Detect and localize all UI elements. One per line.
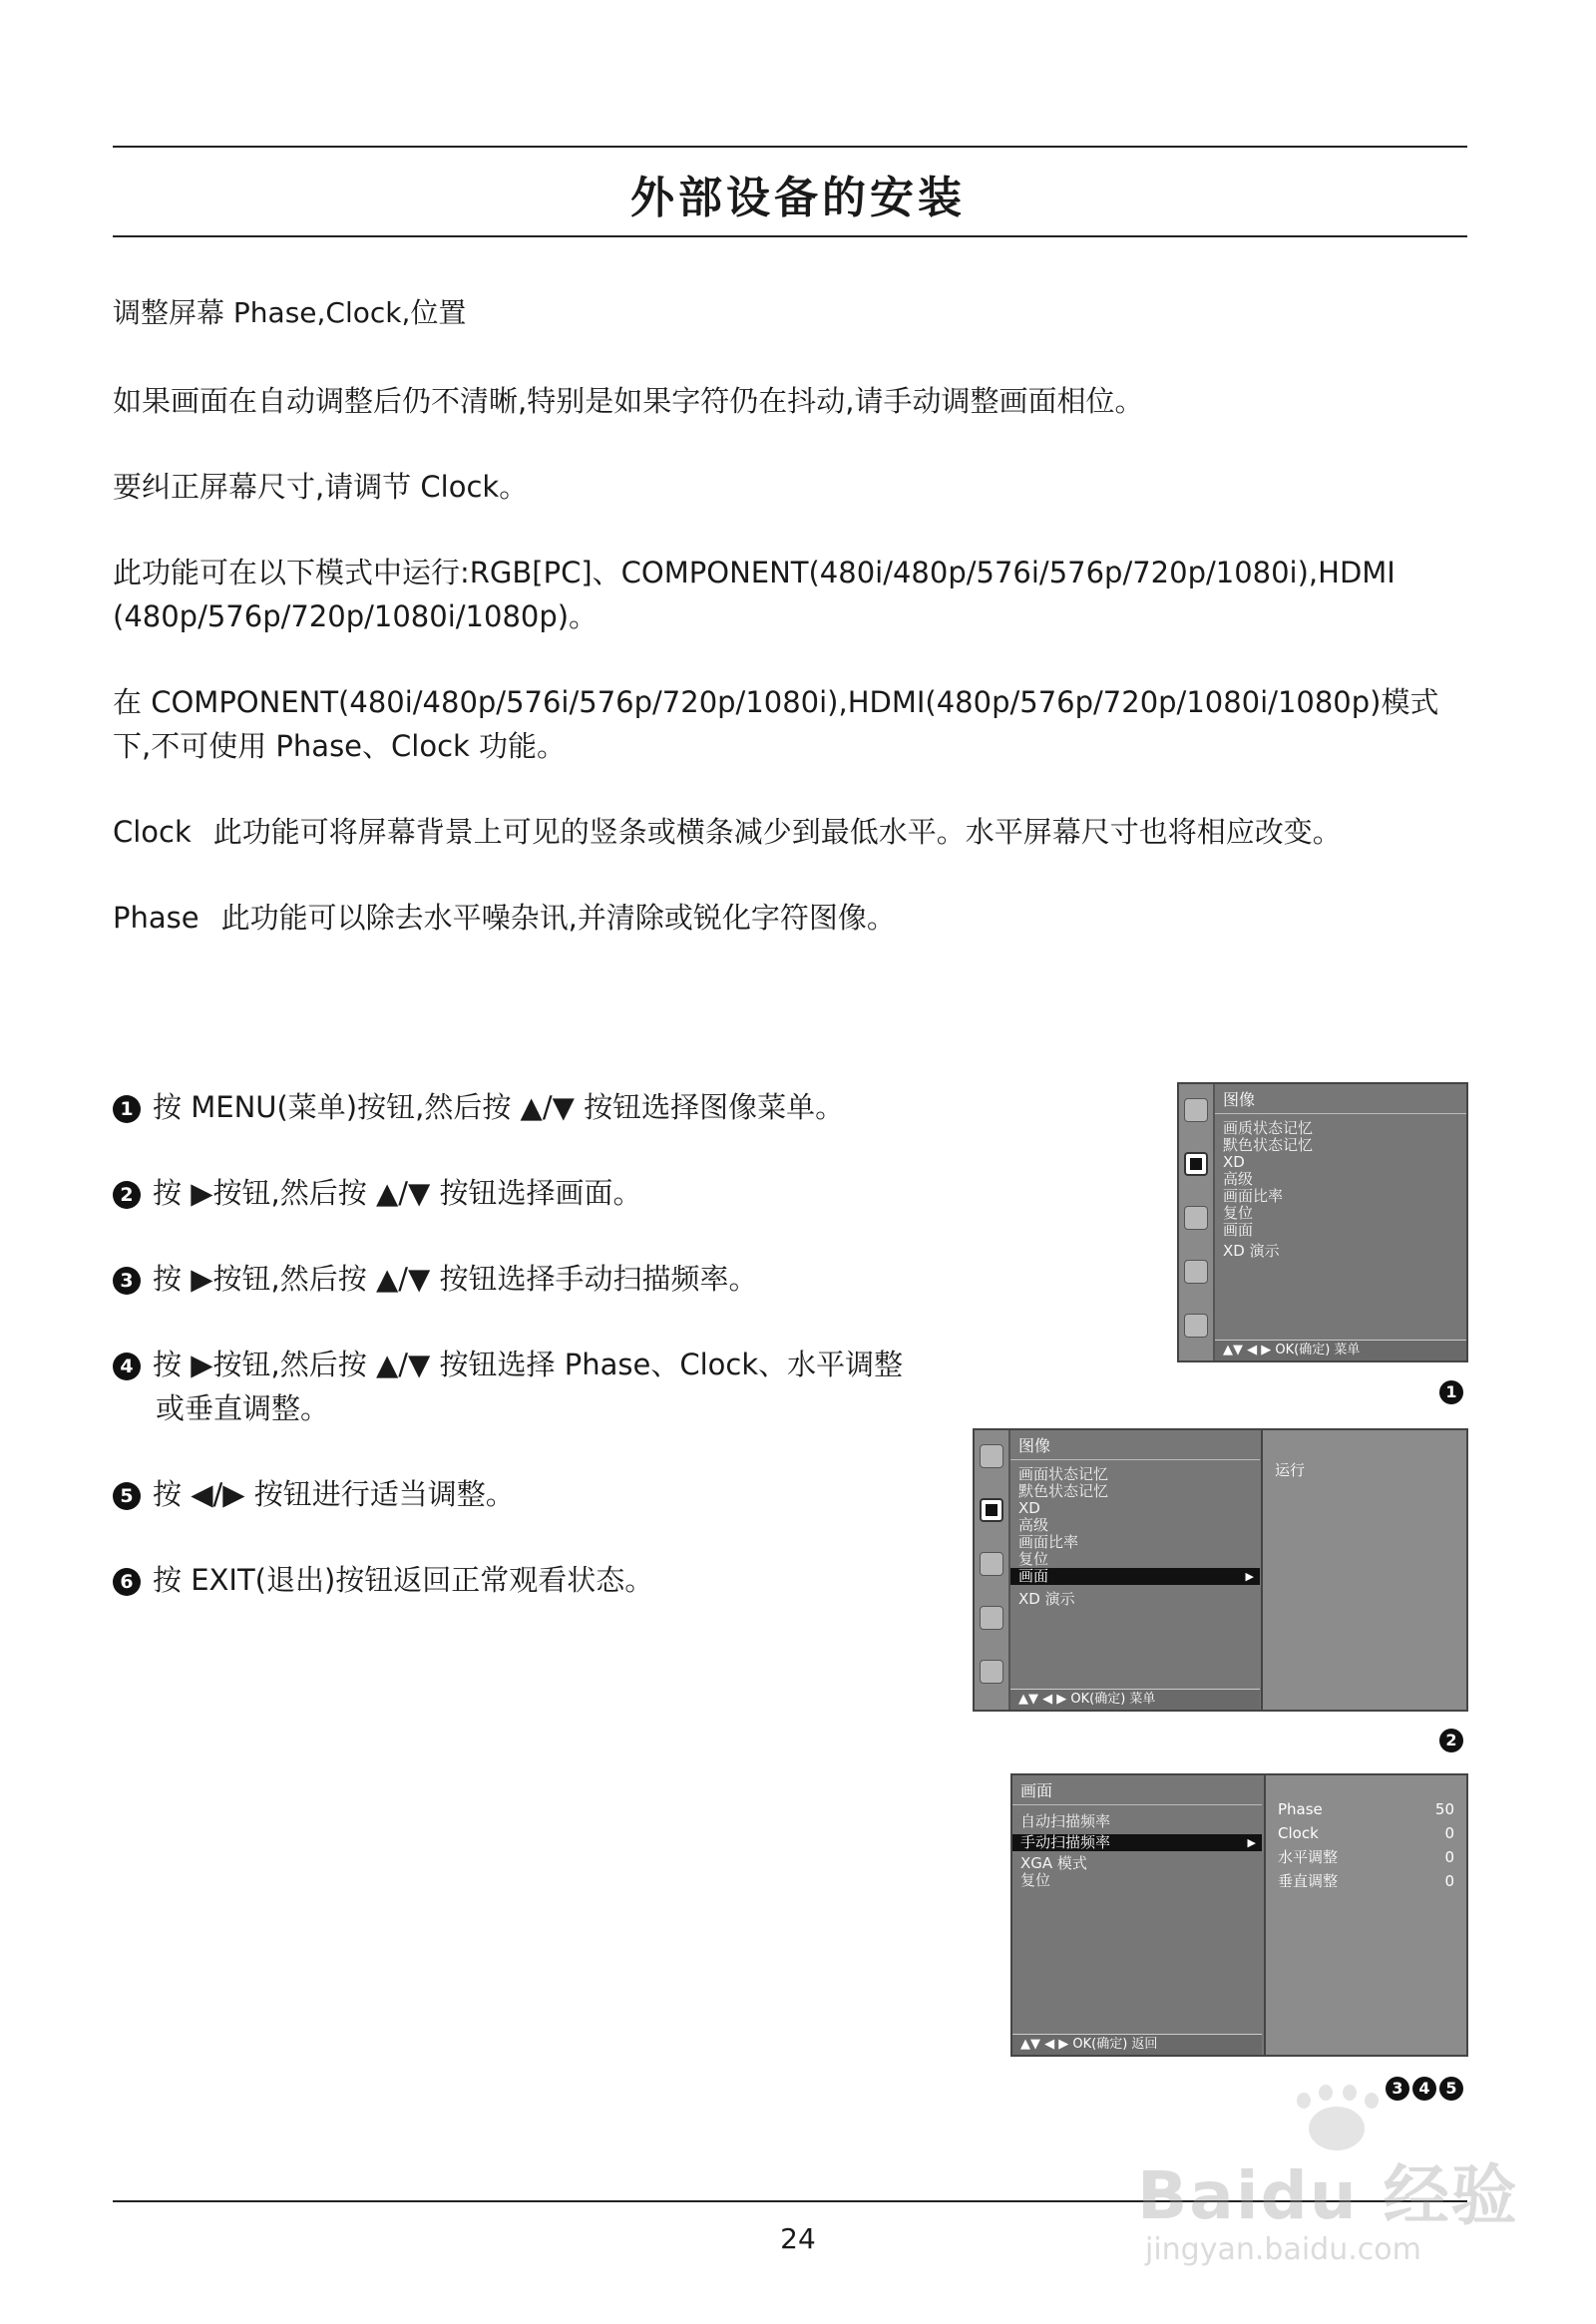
- osd-footer: ▲▼ ◀ ▶ OK(确定) 菜单: [1010, 1689, 1260, 1710]
- osd-screen-menu: [973, 1428, 1468, 1712]
- definition-clock: [113, 810, 1469, 854]
- step-text: 按 ▶按钮,然后按 ▲/▼ 按钮选择 Phase、Clock、水平调整: [153, 1348, 904, 1381]
- speaker-icon: [980, 1552, 1003, 1576]
- paw-icon: [1309, 2107, 1365, 2150]
- step-text: 按 ▶按钮,然后按 ▲/▼ 按钮选择画面。: [153, 1176, 642, 1210]
- osd-item[interactable]: 高级: [1223, 1170, 1254, 1188]
- figure-caption-2: [1436, 1727, 1463, 1752]
- step-number: 6: [113, 1568, 141, 1596]
- osd-item[interactable]: XGA 模式: [1020, 1854, 1087, 1872]
- watermark: [1137, 2093, 1519, 2292]
- caption-number: 1: [1439, 1380, 1463, 1404]
- footer-rule: [113, 2200, 1467, 2202]
- paragraph-restriction-line1: 在 COMPONENT(480i/480p/576i/576p/720p/1080i),HDMI(480p/576p/720p/1080i/1080p)模式: [113, 685, 1439, 719]
- osd-item[interactable]: 画面状态记忆: [1018, 1465, 1109, 1483]
- paragraph-restriction-line2: 下,不可使用 Phase、Clock 功能。: [113, 729, 567, 763]
- definition-text: 此功能可将屏幕背景上可见的竖条或横条减少到最低水平。水平屏幕尺寸也将相应改变。: [212, 815, 1342, 849]
- step-number: 4: [113, 1353, 141, 1380]
- caption-number: 5: [1439, 2077, 1463, 2101]
- osd-footer: ▲▼ ◀ ▶ OK(确定) 返回: [1012, 2034, 1262, 2055]
- tools-icon: [1184, 1314, 1208, 1338]
- step-text: 按 ◀/▶ 按钮进行适当调整。: [153, 1477, 515, 1511]
- osd-item[interactable]: 画面比率: [1018, 1533, 1079, 1551]
- step-text: 按 MENU(菜单)按钮,然后按 ▲/▼ 按钮选择图像菜单。: [153, 1090, 845, 1124]
- osd-adjust-value: 50: [1434, 1800, 1454, 1818]
- osd-adjust-vertical[interactable]: [1266, 1869, 1466, 1893]
- page-number: 24: [780, 2222, 816, 2255]
- top-rule: [113, 146, 1467, 148]
- paragraph-modes-line2: (480p/576p/720p/1080i/1080p)。: [113, 599, 598, 633]
- picture-icon: [1184, 1152, 1208, 1176]
- section-heading: 调整屏幕 Phase,Clock,位置: [113, 296, 467, 329]
- caption-number: 2: [1439, 1729, 1463, 1752]
- step-text: 按 EXIT(退出)按钮返回正常观看状态。: [153, 1563, 654, 1597]
- step-4: [113, 1343, 971, 1430]
- osd-item[interactable]: 复位: [1018, 1550, 1049, 1568]
- step-number: 1: [113, 1095, 141, 1123]
- paw-toe-icon: [1365, 2093, 1379, 2109]
- definition-text: 此功能可以除去水平噪杂讯,并清除或锐化字符图像。: [220, 901, 896, 935]
- paragraph-intro: 如果画面在自动调整后仍不清晰,特别是如果字符仍在抖动,请手动调整画面相位。: [113, 384, 1144, 418]
- title-rule: [113, 235, 1467, 237]
- picture-icon: [980, 1498, 1003, 1522]
- osd-menu-list: [1010, 1430, 1260, 1710]
- page-title: 外部设备的安装: [630, 173, 966, 223]
- step-6: [113, 1558, 971, 1602]
- osd-icon-bar: [975, 1430, 1010, 1710]
- osd-title: 画面: [1012, 1775, 1262, 1805]
- caption-number: 4: [1412, 2077, 1436, 2101]
- definition-term: Phase: [113, 901, 200, 935]
- step-5: [113, 1472, 971, 1516]
- speaker-icon: [1184, 1206, 1208, 1230]
- osd-item[interactable]: 高级: [1018, 1516, 1049, 1534]
- osd-adjust-value: 0: [1444, 1848, 1454, 1866]
- osd-item[interactable]: 自动扫描频率: [1020, 1812, 1111, 1830]
- osd-adjust-value: 0: [1444, 1824, 1454, 1842]
- watermark-url: jingyan.baidu.com: [1145, 2232, 1421, 2267]
- osd-title: 图像: [1215, 1084, 1466, 1114]
- osd-item[interactable]: 画面比率: [1223, 1187, 1284, 1205]
- step-number: 3: [113, 1267, 141, 1295]
- figure-caption-3: [1383, 2075, 1463, 2101]
- watermark-brand: Baidu 经验: [1137, 2157, 1519, 2234]
- osd-submenu: [1264, 1775, 1466, 2055]
- osd-adjust-label: 水平调整: [1278, 1848, 1339, 1866]
- osd-submenu: [1261, 1430, 1466, 1710]
- definition-term: Clock: [113, 815, 192, 849]
- osd-item[interactable]: 默色状态记忆: [1018, 1482, 1109, 1500]
- pen-icon: [1184, 1098, 1208, 1122]
- osd-item[interactable]: XD: [1018, 1499, 1040, 1517]
- osd-item[interactable]: XD 演示: [1018, 1590, 1075, 1608]
- definition-phase: [113, 896, 1469, 940]
- pen-icon: [980, 1444, 1003, 1468]
- tools-icon: [980, 1660, 1003, 1684]
- clock-icon: [1184, 1260, 1208, 1284]
- paw-toe-icon: [1297, 2093, 1311, 2109]
- osd-picture-menu: [1177, 1082, 1468, 1362]
- osd-adjust-label: 垂直调整: [1278, 1872, 1339, 1890]
- step-2: [113, 1171, 971, 1215]
- osd-adjust-label: Phase: [1278, 1800, 1323, 1818]
- osd-manual-config-menu: [1010, 1773, 1468, 2057]
- osd-item[interactable]: 默色状态记忆: [1223, 1136, 1314, 1154]
- osd-menu-list: [1012, 1775, 1262, 2055]
- step-number: 2: [113, 1181, 141, 1209]
- step-3: [113, 1257, 971, 1301]
- osd-menu-list: [1215, 1084, 1466, 1360]
- figure-caption-1: [1436, 1378, 1463, 1404]
- osd-item-selected[interactable]: 画面 ▶: [1010, 1568, 1260, 1585]
- osd-adjust-value: 0: [1444, 1872, 1454, 1890]
- osd-adjust-label: Clock: [1278, 1824, 1319, 1842]
- osd-item[interactable]: XD: [1223, 1153, 1245, 1171]
- caption-number: 3: [1386, 2077, 1409, 2101]
- osd-subitem-label: 运行: [1275, 1461, 1306, 1479]
- paragraph-clock: 要纠正屏幕尺寸,请调节 Clock。: [113, 470, 529, 504]
- paw-toe-icon: [1343, 2085, 1357, 2101]
- step-number: 5: [113, 1482, 141, 1510]
- osd-adjust-clock[interactable]: [1266, 1821, 1466, 1845]
- step-text: 按 ▶按钮,然后按 ▲/▼ 按钮选择手动扫描频率。: [153, 1262, 758, 1296]
- osd-item[interactable]: 画面: [1223, 1221, 1254, 1239]
- osd-subitem[interactable]: [1263, 1458, 1466, 1482]
- step-text-continued: 或垂直调整。: [156, 1391, 330, 1425]
- paragraph-modes-line1: 此功能可在以下模式中运行:RGB[PC]、COMPONENT(480i/480p/576i/576p/720p/1080i),HDMI: [113, 556, 1396, 589]
- osd-adjust-horizontal[interactable]: [1266, 1845, 1466, 1869]
- osd-item[interactable]: 画质状态记忆: [1223, 1119, 1314, 1137]
- osd-icon-bar: [1179, 1084, 1215, 1360]
- osd-adjust-phase[interactable]: [1266, 1797, 1466, 1821]
- osd-title: 图像: [1010, 1430, 1260, 1460]
- paw-toe-icon: [1319, 2085, 1333, 2101]
- osd-item[interactable]: 复位: [1223, 1204, 1254, 1222]
- osd-item[interactable]: XD 演示: [1223, 1242, 1280, 1260]
- osd-item[interactable]: 复位: [1020, 1871, 1051, 1889]
- clock-icon: [980, 1606, 1003, 1630]
- osd-item-selected[interactable]: 手动扫描频率 ▶: [1012, 1834, 1262, 1851]
- step-1: [113, 1085, 971, 1129]
- osd-footer: ▲▼ ◀ ▶ OK(确定) 菜单: [1215, 1340, 1466, 1360]
